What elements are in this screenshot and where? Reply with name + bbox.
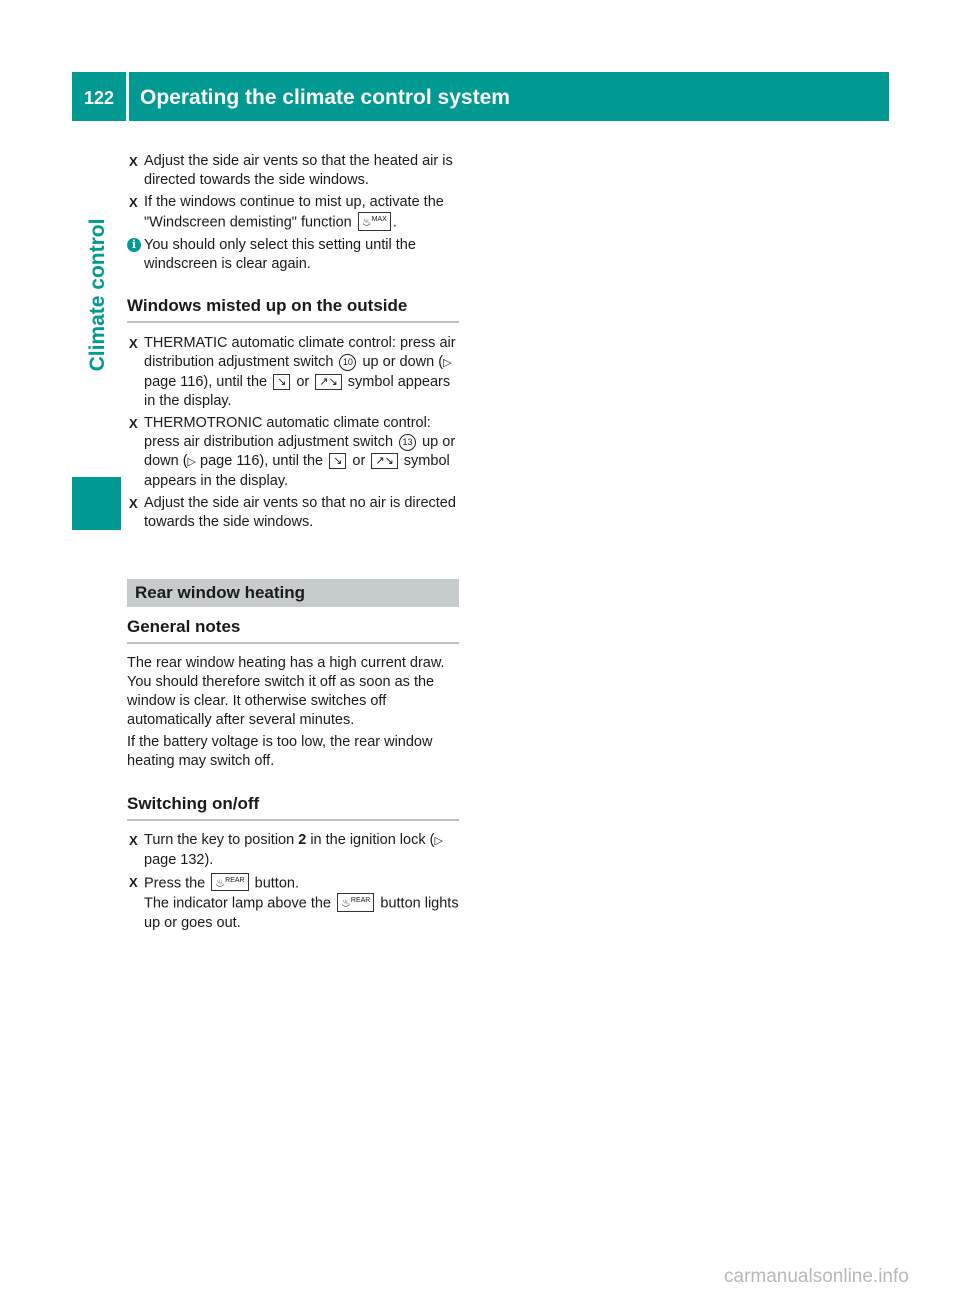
switch-number-badge: 10 xyxy=(339,354,356,371)
step-text: symbol appears in the display. xyxy=(144,373,451,409)
page-ref-arrow-icon: ▷ xyxy=(187,455,196,468)
section-heading-switching: Switching on/off xyxy=(127,794,459,821)
page-ref-arrow-icon: ▷ xyxy=(434,834,443,847)
instruction-step xyxy=(127,831,459,870)
rear-window-heating-icon: ♨$^{REAR}$ xyxy=(337,893,374,912)
body-paragraph: The rear window heating has a high current draw. You should therefore switch it off as soon as the window is clear. It otherwise switches off automatically after several minutes. xyxy=(127,654,445,728)
instruction-step xyxy=(127,334,459,411)
section-banner: Rear window heating xyxy=(127,579,459,607)
step-text: up or down ( xyxy=(362,353,444,370)
step-text: up or down ( xyxy=(144,433,456,469)
step-text: or xyxy=(296,373,310,390)
step-text: button lights up or goes out. xyxy=(144,895,459,931)
air-to-footwell-icon: ↘ xyxy=(273,374,290,390)
step-text: THERMATIC automatic climate control: press air distribution adjustment switch xyxy=(144,334,456,370)
step-text: Turn the key to position xyxy=(144,831,295,848)
step-text: THERMOTRONIC automatic climate control: press air distribution adjustment switch xyxy=(144,414,431,450)
instruction-step xyxy=(127,494,459,532)
step-text: or xyxy=(352,452,366,469)
page-number: 122 xyxy=(84,88,115,108)
rear-window-heating-icon: ♨$^{REAR}$ xyxy=(211,873,248,892)
step-text: Adjust the side air vents so that no air is directed towards the side windows. xyxy=(144,494,456,530)
switch-number-badge: 13 xyxy=(399,434,416,451)
windscreen-demist-max-icon: ♨$^{MAX}$ xyxy=(358,212,391,231)
instruction-step xyxy=(127,414,459,491)
step-text: page 116), until the xyxy=(144,373,268,390)
air-to-windscreen-footwell-icon: ↗↘ xyxy=(371,453,397,469)
info-icon: i xyxy=(127,238,141,252)
step-text: If the windows continue to mist up, activate the "Windscreen demisting" function xyxy=(144,194,444,231)
section-heading-general: General notes xyxy=(127,617,459,644)
step-text: Adjust the side air vents so that the heated air is directed towards the side windows. xyxy=(144,153,453,188)
ignition-position: 2 xyxy=(298,831,307,848)
air-to-footwell-icon: ↘ xyxy=(329,453,346,469)
instruction-step xyxy=(127,873,459,933)
instruction-step: X If the windows continue to mist up, activate the "Windscreen demisting" function ♨$^{MAX}$ . xyxy=(127,193,459,233)
step-text: page 116), until the xyxy=(200,452,324,469)
info-text: You should only select this setting until the windscreen is clear again. xyxy=(144,236,416,272)
step-text: Press the xyxy=(144,875,206,892)
side-tab-label: Climate control xyxy=(86,218,109,372)
main-content xyxy=(127,152,459,936)
step-text: page 132). xyxy=(144,851,214,868)
header-divider xyxy=(126,72,129,121)
step-text: in the ignition lock ( xyxy=(310,831,435,848)
instruction-step xyxy=(127,152,459,190)
info-note xyxy=(127,236,459,274)
section-heading-outside: Windows misted up on the outside xyxy=(127,296,459,323)
side-tab-block xyxy=(72,477,121,530)
page-title: Operating the climate control system xyxy=(140,86,510,109)
body-paragraph: If the battery voltage is too low, the rear window heating may switch off. xyxy=(127,733,433,769)
step-text: button. xyxy=(254,875,299,892)
page-ref-arrow-icon: ▷ xyxy=(443,356,452,369)
step-text: symbol appears in the display. xyxy=(144,452,450,489)
step-text: The indicator lamp above the xyxy=(144,895,331,912)
footer-watermark[interactable]: carmanualsonline.info xyxy=(724,1266,909,1287)
air-to-windscreen-footwell-icon: ↗↘ xyxy=(315,374,341,390)
